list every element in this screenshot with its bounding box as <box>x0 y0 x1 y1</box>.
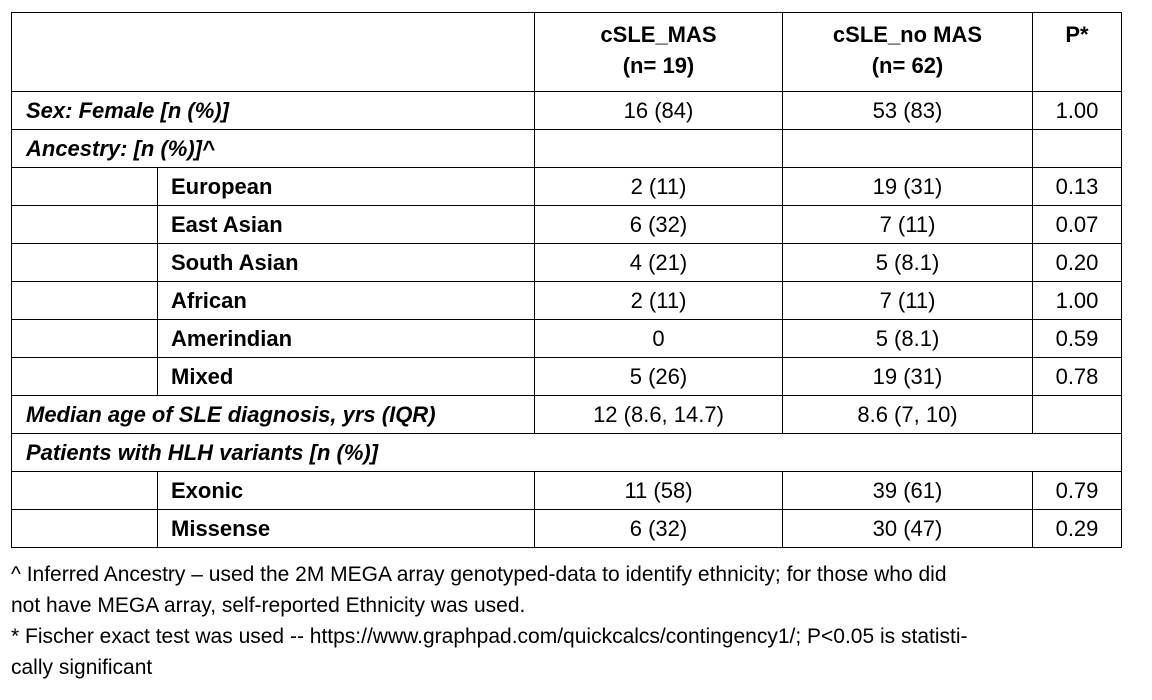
ancestry-row-nomas: 19 (31) <box>783 168 1033 206</box>
indent-cell <box>12 320 158 358</box>
hlh-row-p: 0.29 <box>1033 510 1122 548</box>
header-mas-title: cSLE_MAS <box>600 22 717 47</box>
ancestry-row-p: 0.59 <box>1033 320 1122 358</box>
hlh-row-label: Exonic <box>158 472 535 510</box>
characteristics-table <box>11 12 1122 548</box>
header-nomas-title: cSLE_no MAS <box>832 22 983 47</box>
ancestry-row-nomas: 19 (31) <box>783 358 1033 396</box>
ancestry-footnote-line2: not have MEGA array, self-reported Ethnicity was used. <box>11 594 526 617</box>
ancestry-row-p: 0.20 <box>1033 244 1122 282</box>
age-nomas-value: 8.6 (7, 10) <box>783 396 1033 434</box>
fischer-footnote-line1: * Fischer exact test was used -- https://www.graphpad.com/quickcalcs/contingency1/; P<0.05 is statisti- <box>11 625 968 648</box>
table-row <box>12 320 1122 358</box>
table-row <box>12 510 1122 548</box>
ancestry-row-p: 1.00 <box>1033 282 1122 320</box>
ancestry-mas-empty <box>535 130 783 168</box>
hlh-row-nomas: 39 (61) <box>783 472 1033 510</box>
table-row-sex <box>12 92 1122 130</box>
ancestry-row-p: 0.78 <box>1033 358 1122 396</box>
indent-cell <box>12 168 158 206</box>
ancestry-row-label: African <box>158 282 535 320</box>
ancestry-row-mas: 4 (21) <box>535 244 783 282</box>
header-mas-n: (n= 19) <box>622 53 695 78</box>
hlh-row-label: Missense <box>158 510 535 548</box>
indent-cell <box>12 282 158 320</box>
ancestry-row-mas: 2 (11) <box>535 168 783 206</box>
ancestry-row-mas: 0 <box>535 320 783 358</box>
ancestry-row-p: 0.07 <box>1033 206 1122 244</box>
table-row <box>12 206 1122 244</box>
ancestry-footnote-line1: ^ Inferred Ancestry – used the 2M MEGA array genotyped-data to identify ethnicity; for those who did <box>11 563 947 586</box>
sex-mas-value: 16 (84) <box>535 92 783 130</box>
sex-nomas-value: 53 (83) <box>783 92 1033 130</box>
header-p-title: P* <box>1065 22 1089 47</box>
ancestry-label: Ancestry: [n (%)]^ <box>12 130 535 168</box>
table-row-hlh-heading <box>12 434 1122 472</box>
ancestry-row-nomas: 7 (11) <box>783 206 1033 244</box>
header-mas <box>535 13 783 92</box>
hlh-label: Patients with HLH variants [n (%)] <box>12 434 1122 472</box>
ancestry-row-label: Mixed <box>158 358 535 396</box>
sex-label: Sex: Female [n (%)] <box>12 92 535 130</box>
table-row <box>12 282 1122 320</box>
ancestry-row-mas: 2 (11) <box>535 282 783 320</box>
header-p <box>1033 13 1122 92</box>
ancestry-row-label: East Asian <box>158 206 535 244</box>
header-blank-cell <box>12 13 535 92</box>
header-nomas-n: (n= 62) <box>871 53 944 78</box>
ancestry-row-nomas: 7 (11) <box>783 282 1033 320</box>
age-p-value <box>1033 396 1122 434</box>
indent-cell <box>12 206 158 244</box>
indent-cell <box>12 472 158 510</box>
table-row <box>12 358 1122 396</box>
ancestry-row-mas: 6 (32) <box>535 206 783 244</box>
table-row <box>12 244 1122 282</box>
age-mas-value: 12 (8.6, 14.7) <box>535 396 783 434</box>
ancestry-row-label: Amerindian <box>158 320 535 358</box>
hlh-row-mas: 6 (32) <box>535 510 783 548</box>
ancestry-nomas-empty <box>783 130 1033 168</box>
indent-cell <box>12 244 158 282</box>
ancestry-row-label: South Asian <box>158 244 535 282</box>
table-footnotes <box>11 559 1136 683</box>
sex-p-value: 1.00 <box>1033 92 1122 130</box>
fischer-footnote-line2: cally significant <box>11 656 153 679</box>
hlh-row-nomas: 30 (47) <box>783 510 1033 548</box>
table-row-age <box>12 396 1122 434</box>
indent-cell <box>12 358 158 396</box>
ancestry-row-nomas: 5 (8.1) <box>783 320 1033 358</box>
table-row <box>12 472 1122 510</box>
ancestry-row-nomas: 5 (8.1) <box>783 244 1033 282</box>
table-row-ancestry-heading <box>12 130 1122 168</box>
ancestry-p-empty <box>1033 130 1122 168</box>
table-container <box>11 12 1122 548</box>
ancestry-row-mas: 5 (26) <box>535 358 783 396</box>
header-nomas <box>783 13 1033 92</box>
age-label: Median age of SLE diagnosis, yrs (IQR) <box>12 396 535 434</box>
ancestry-row-label: European <box>158 168 535 206</box>
hlh-row-p: 0.79 <box>1033 472 1122 510</box>
table-row <box>12 168 1122 206</box>
ancestry-row-p: 0.13 <box>1033 168 1122 206</box>
indent-cell <box>12 510 158 548</box>
hlh-row-mas: 11 (58) <box>535 472 783 510</box>
table-header-row <box>12 13 1122 92</box>
